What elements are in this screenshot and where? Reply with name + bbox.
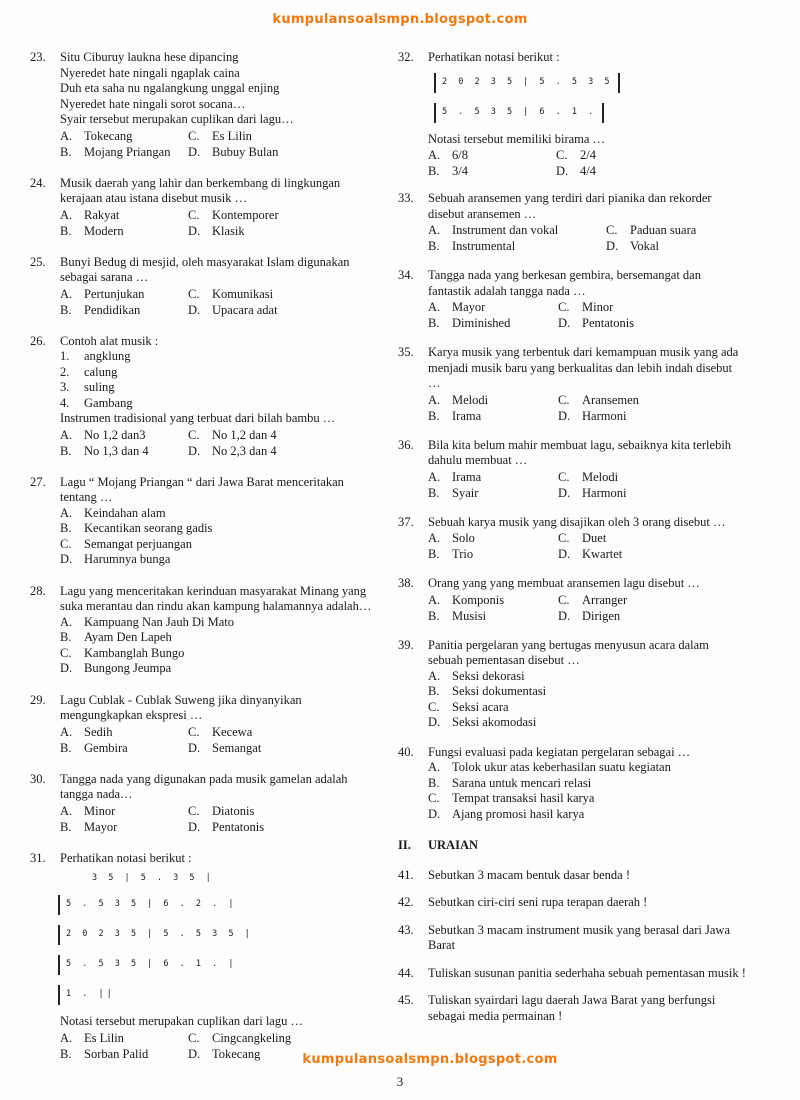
- question-25: [30, 255, 375, 318]
- question-number: 41.: [398, 867, 414, 882]
- question-text-2: Instrumen tradisional yang terbuat dari bilah bambu …: [60, 411, 336, 425]
- option-c[interactable]: C. No 1,2 dan 4: [188, 427, 277, 442]
- options: [428, 760, 746, 822]
- option-b[interactable]: B. Syair: [428, 485, 479, 500]
- question-38: [398, 576, 746, 624]
- question-text: Perhatikan notasi berikut :: [428, 50, 560, 64]
- question-text: Contoh alat musik :: [60, 333, 159, 348]
- question-number: 36.: [398, 437, 414, 452]
- question-line: Nyeredet hate ningali sorot socana…: [60, 96, 246, 111]
- options: [60, 427, 375, 459]
- question-26: [30, 334, 375, 459]
- option-c[interactable]: C. Minor: [558, 300, 614, 314]
- question-text: Lagu yang menceritakan kerinduan masyarakat Minang yang suka merantau dan rindu akan kampung halamannya adalah…: [60, 583, 372, 613]
- watermark-bottom: kumpulansoalsmpn.blogspot.com: [302, 1052, 558, 1067]
- option-a[interactable]: A. Tolok ukur atas keberhasilan suatu kegiatan: [428, 760, 671, 774]
- option-c[interactable]: C. Kontemporer: [188, 207, 279, 222]
- question-number: 25.: [30, 254, 46, 269]
- question-text: Lagu Cublak - Cublak Suweng jika dinyanyikan mengungkapkan ekspresi …: [60, 692, 302, 722]
- options: [428, 469, 746, 501]
- options: [60, 724, 375, 756]
- right-column: [398, 50, 746, 1024]
- option-b[interactable]: B. Mojang Priangan: [60, 144, 171, 159]
- notation-line: 5 . 5 3 5 | 6 . 1 . |: [66, 959, 237, 970]
- option-c[interactable]: C. Komunikasi: [188, 286, 274, 301]
- left-column: [30, 50, 375, 1062]
- options: [60, 803, 375, 835]
- option-b[interactable]: B. Diminished: [428, 316, 511, 330]
- option-a[interactable]: A. Es Lilin: [60, 1030, 124, 1045]
- option-a[interactable]: A. Instrument dan vokal: [428, 223, 559, 237]
- question-text: Sebutkan 3 macam instrument musik yang berasal dari Jawa Barat: [428, 922, 731, 952]
- option-a[interactable]: A. Minor: [60, 803, 116, 818]
- question-text-2: Notasi tersebut merupakan cuplikan dari lagu …: [60, 1014, 303, 1028]
- question-number: 37.: [398, 514, 414, 529]
- question-number: 28.: [30, 583, 46, 598]
- option-c[interactable]: C. Seksi acara: [428, 699, 509, 714]
- section-number: II.: [398, 838, 411, 852]
- question-line: Nyeredet hate ningali ngaplak caina: [60, 65, 240, 80]
- question-number: 29.: [30, 692, 46, 707]
- question-text-2: Notasi tersebut memiliki birama …: [428, 131, 606, 146]
- option-b[interactable]: B. Modern: [60, 223, 124, 238]
- option-c[interactable]: C. Kambanglah Bungo: [60, 645, 185, 660]
- question-line: Syair tersebut merupakan cuplikan dari lagu…: [60, 112, 294, 126]
- question-line: Situ Ciburuy laukna hese dipancing: [60, 50, 239, 64]
- option-b[interactable]: B. 3/4: [428, 164, 468, 178]
- option-a[interactable]: A. Pertunjukan: [60, 286, 145, 301]
- option-d[interactable]: D. 4/4: [556, 164, 596, 178]
- question-text: Fungsi evaluasi pada kegiatan pergelaran sebagai …: [428, 744, 691, 759]
- question-text: Tuliskan syairdari lagu daerah Jawa Barat yang berfungsi sebagai media permainan !: [428, 993, 716, 1023]
- options: [428, 592, 746, 624]
- option-c[interactable]: C. Diatonis: [188, 803, 255, 818]
- option-a[interactable]: A. Solo: [428, 531, 475, 545]
- question-number: 42.: [398, 895, 414, 909]
- section-uraian-heading: [398, 838, 746, 854]
- question-number: 43.: [398, 922, 414, 937]
- option-b[interactable]: B. Pendidikan: [60, 302, 141, 317]
- option-d[interactable]: D. Semangat: [188, 740, 262, 755]
- question-number: 35.: [398, 345, 414, 359]
- question-line: Duh eta saha nu ngalangkung unggal enjing: [60, 81, 280, 95]
- options: [60, 286, 375, 318]
- option-a[interactable]: A. Tokecang: [60, 128, 133, 143]
- option-a[interactable]: A. 6/8: [428, 148, 468, 162]
- options: [428, 392, 746, 424]
- options: [428, 669, 746, 731]
- question-number: 23.: [30, 50, 46, 64]
- section-title: URAIAN: [428, 838, 478, 852]
- list-item: 1. angklung: [60, 349, 131, 363]
- question-number: 27.: [30, 474, 46, 489]
- option-d[interactable]: D. Pentatonis: [558, 316, 635, 330]
- question-number: 30.: [30, 771, 46, 786]
- page-number: 3: [396, 1074, 404, 1089]
- question-23: [30, 50, 375, 160]
- question-text: Musik daerah yang lahir dan berkembang di lingkungan kerajaan atau istana disebut musik …: [60, 175, 341, 205]
- question-43: [398, 923, 746, 954]
- option-c[interactable]: C. Aransemen: [558, 392, 639, 407]
- question-41: [398, 868, 746, 884]
- question-42: [398, 895, 746, 911]
- option-d[interactable]: D. Harumnya bunga: [60, 552, 171, 566]
- notation-line: 5 . 5 3 5 | 6 . 1 .: [442, 106, 597, 117]
- question-34: [398, 268, 746, 331]
- question-31: [30, 851, 375, 1062]
- list-item: 2. calung: [60, 364, 118, 379]
- options: [60, 615, 375, 677]
- notation-line: 5 . 5 3 5 | 6 . 2 . |: [66, 899, 237, 910]
- question-text: Sebutkan 3 macam bentuk dasar benda !: [428, 867, 631, 882]
- option-a[interactable]: A. Irama: [428, 469, 482, 484]
- list-item: 3. suling: [60, 380, 115, 394]
- question-29: [30, 693, 375, 756]
- question-text: Sebuah aransemen yang terdiri dari pianika dan rekorder disebut aransemen …: [428, 191, 712, 221]
- option-b[interactable]: B. Kecantikan seorang gadis: [60, 521, 213, 535]
- option-d[interactable]: D. Tokecang: [188, 1046, 261, 1061]
- question-text: Bila kita belum mahir membuat lagu, sebaiknya kita terlebih dahulu membuat …: [428, 437, 732, 467]
- question-number: 33.: [398, 191, 414, 205]
- option-b[interactable]: B. Sarana untuk mencari relasi: [428, 775, 592, 790]
- option-d[interactable]: D. Upacara adat: [188, 302, 278, 317]
- options: [60, 207, 375, 239]
- question-39: [398, 638, 746, 731]
- option-c[interactable]: C. Semangat perjuangan: [60, 536, 192, 551]
- question-text: Sebuah karya musik yang disajikan oleh 3 orang disebut …: [428, 514, 726, 529]
- question-44: [398, 966, 746, 982]
- question-text: Tuliskan susunan panitia sederhaha sebuah pementasan musik !: [428, 965, 746, 980]
- option-a[interactable]: A. Mayor: [428, 300, 486, 314]
- options: [428, 147, 746, 179]
- option-b[interactable]: B. No 1,3 dan 4: [60, 443, 149, 458]
- question-text: Lagu “ Mojang Priangan “ dari Jawa Barat menceritakan tentang …: [60, 474, 344, 504]
- option-a[interactable]: A. Komponis: [428, 592, 505, 607]
- options: [60, 506, 375, 568]
- option-d[interactable]: D. Bubuy Bulan: [188, 144, 279, 159]
- option-c[interactable]: C. Es Lilin: [188, 128, 252, 143]
- option-a[interactable]: A. Sedih: [60, 724, 113, 739]
- question-36: [398, 438, 746, 501]
- options: [428, 222, 746, 254]
- question-number: 38.: [398, 576, 414, 590]
- notation-line: 3 5 | 5 . 3 5 |: [92, 873, 214, 884]
- question-text: Orang yang yang membuat aransemen lagu disebut …: [428, 576, 700, 590]
- option-d[interactable]: D. Klasik: [188, 223, 245, 238]
- option-a[interactable]: A. Melodi: [428, 392, 489, 407]
- list-item: 4. Gambang: [60, 395, 133, 410]
- item-list: [60, 349, 375, 411]
- options: [428, 299, 746, 331]
- option-a[interactable]: A. Rakyat: [60, 207, 120, 222]
- question-35: [398, 345, 746, 424]
- question-text: Perhatikan notasi berikut :: [60, 850, 192, 865]
- option-d[interactable]: D. Dirigen: [558, 608, 621, 623]
- music-notation: [428, 72, 746, 124]
- option-a[interactable]: A. No 1,2 dan3: [60, 427, 146, 442]
- options: [428, 530, 746, 562]
- option-a[interactable]: A. Kampuang Nan Jauh Di Mato: [60, 614, 234, 629]
- question-28: [30, 584, 375, 677]
- question-number: 39.: [398, 637, 414, 652]
- question-33: [398, 191, 746, 254]
- notation-line: 1 . ||: [66, 989, 115, 1000]
- question-text: Tangga nada yang digunakan pada musik gamelan adalah tangga nada…: [60, 771, 348, 801]
- option-d[interactable]: D. Vokal: [606, 239, 659, 253]
- question-30: [30, 772, 375, 835]
- option-c[interactable]: C. Paduan suara: [606, 223, 697, 237]
- option-d[interactable]: D. Harmoni: [558, 408, 627, 423]
- option-b[interactable]: B. Instrumental: [428, 239, 516, 253]
- question-number: 44.: [398, 965, 414, 980]
- options: [60, 128, 375, 160]
- option-c[interactable]: C. Cingcangkeling: [188, 1030, 292, 1045]
- question-text: Sebutkan ciri-ciri seni rupa terapan daerah !: [428, 895, 648, 909]
- question-text: Panitia pergelaran yang bertugas menyusun acara dalam sebuah pementasan disebut …: [428, 637, 709, 667]
- question-text: Karya musik yang terbentuk dari kemampuan musik yang ada menjadi musik baru yang berkualitas dan lebih indah disebut …: [428, 345, 739, 390]
- option-c[interactable]: C. 2/4: [556, 148, 596, 162]
- option-c[interactable]: C. Tempat transaksi hasil karya: [428, 791, 595, 805]
- question-number: 40.: [398, 744, 414, 759]
- option-b[interactable]: B. Ayam Den Lapeh: [60, 630, 172, 644]
- option-c[interactable]: C. Melodi: [558, 469, 619, 484]
- option-d[interactable]: D. Harmoni: [558, 485, 627, 500]
- option-d[interactable]: D. No 2,3 dan 4: [188, 443, 277, 458]
- option-d[interactable]: D. Pentatonis: [188, 819, 265, 834]
- option-a[interactable]: A. Keindahan alam: [60, 505, 166, 520]
- watermark-top: kumpulansoalsmpn.blogspot.com: [272, 12, 528, 27]
- question-40: [398, 745, 746, 823]
- option-b[interactable]: B. Trio: [428, 547, 474, 561]
- option-c[interactable]: C. Duet: [558, 531, 607, 545]
- music-notation: [52, 870, 375, 1006]
- option-a[interactable]: A. Seksi dekorasi: [428, 668, 525, 683]
- option-b[interactable]: B. Sorban Palid: [60, 1046, 149, 1061]
- option-c[interactable]: C. Kecewa: [188, 724, 253, 739]
- notation-line: 2 0 2 3 5 | 5 . 5 3 5: [442, 76, 613, 87]
- question-24: [30, 176, 375, 239]
- option-b[interactable]: B. Gembira: [60, 740, 128, 755]
- option-b[interactable]: B. Seksi dokumentasi: [428, 684, 547, 698]
- question-37: [398, 515, 746, 563]
- question-45: [398, 993, 746, 1024]
- question-text: Bunyi Bedug di mesjid, oleh masyarakat Islam digunakan sebagai sarana …: [60, 254, 350, 284]
- question-number: 34.: [398, 268, 414, 282]
- option-b[interactable]: B. Mayor: [60, 819, 118, 834]
- option-d[interactable]: D. Seksi akomodasi: [428, 715, 537, 729]
- option-b[interactable]: B. Irama: [428, 408, 482, 423]
- question-number: 31.: [30, 850, 46, 865]
- option-d[interactable]: D. Ajang promosi hasil karya: [428, 806, 585, 821]
- question-number: 32.: [398, 50, 414, 64]
- option-b[interactable]: B. Musisi: [428, 608, 487, 623]
- question-number: 24.: [30, 175, 46, 190]
- notation-line: 2 0 2 3 5 | 5 . 5 3 5 |: [66, 929, 253, 940]
- question-32: [398, 50, 746, 179]
- question-number: 26.: [30, 333, 46, 348]
- question-text: Tangga nada yang berkesan gembira, bersemangat dan fantastik adalah tangga nada …: [428, 268, 701, 298]
- option-d[interactable]: D. Bungong Jeumpa: [60, 661, 172, 675]
- option-c[interactable]: C. Arranger: [558, 592, 628, 607]
- option-d[interactable]: D. Kwartet: [558, 547, 623, 561]
- question-27: [30, 475, 375, 568]
- question-number: 45.: [398, 993, 414, 1007]
